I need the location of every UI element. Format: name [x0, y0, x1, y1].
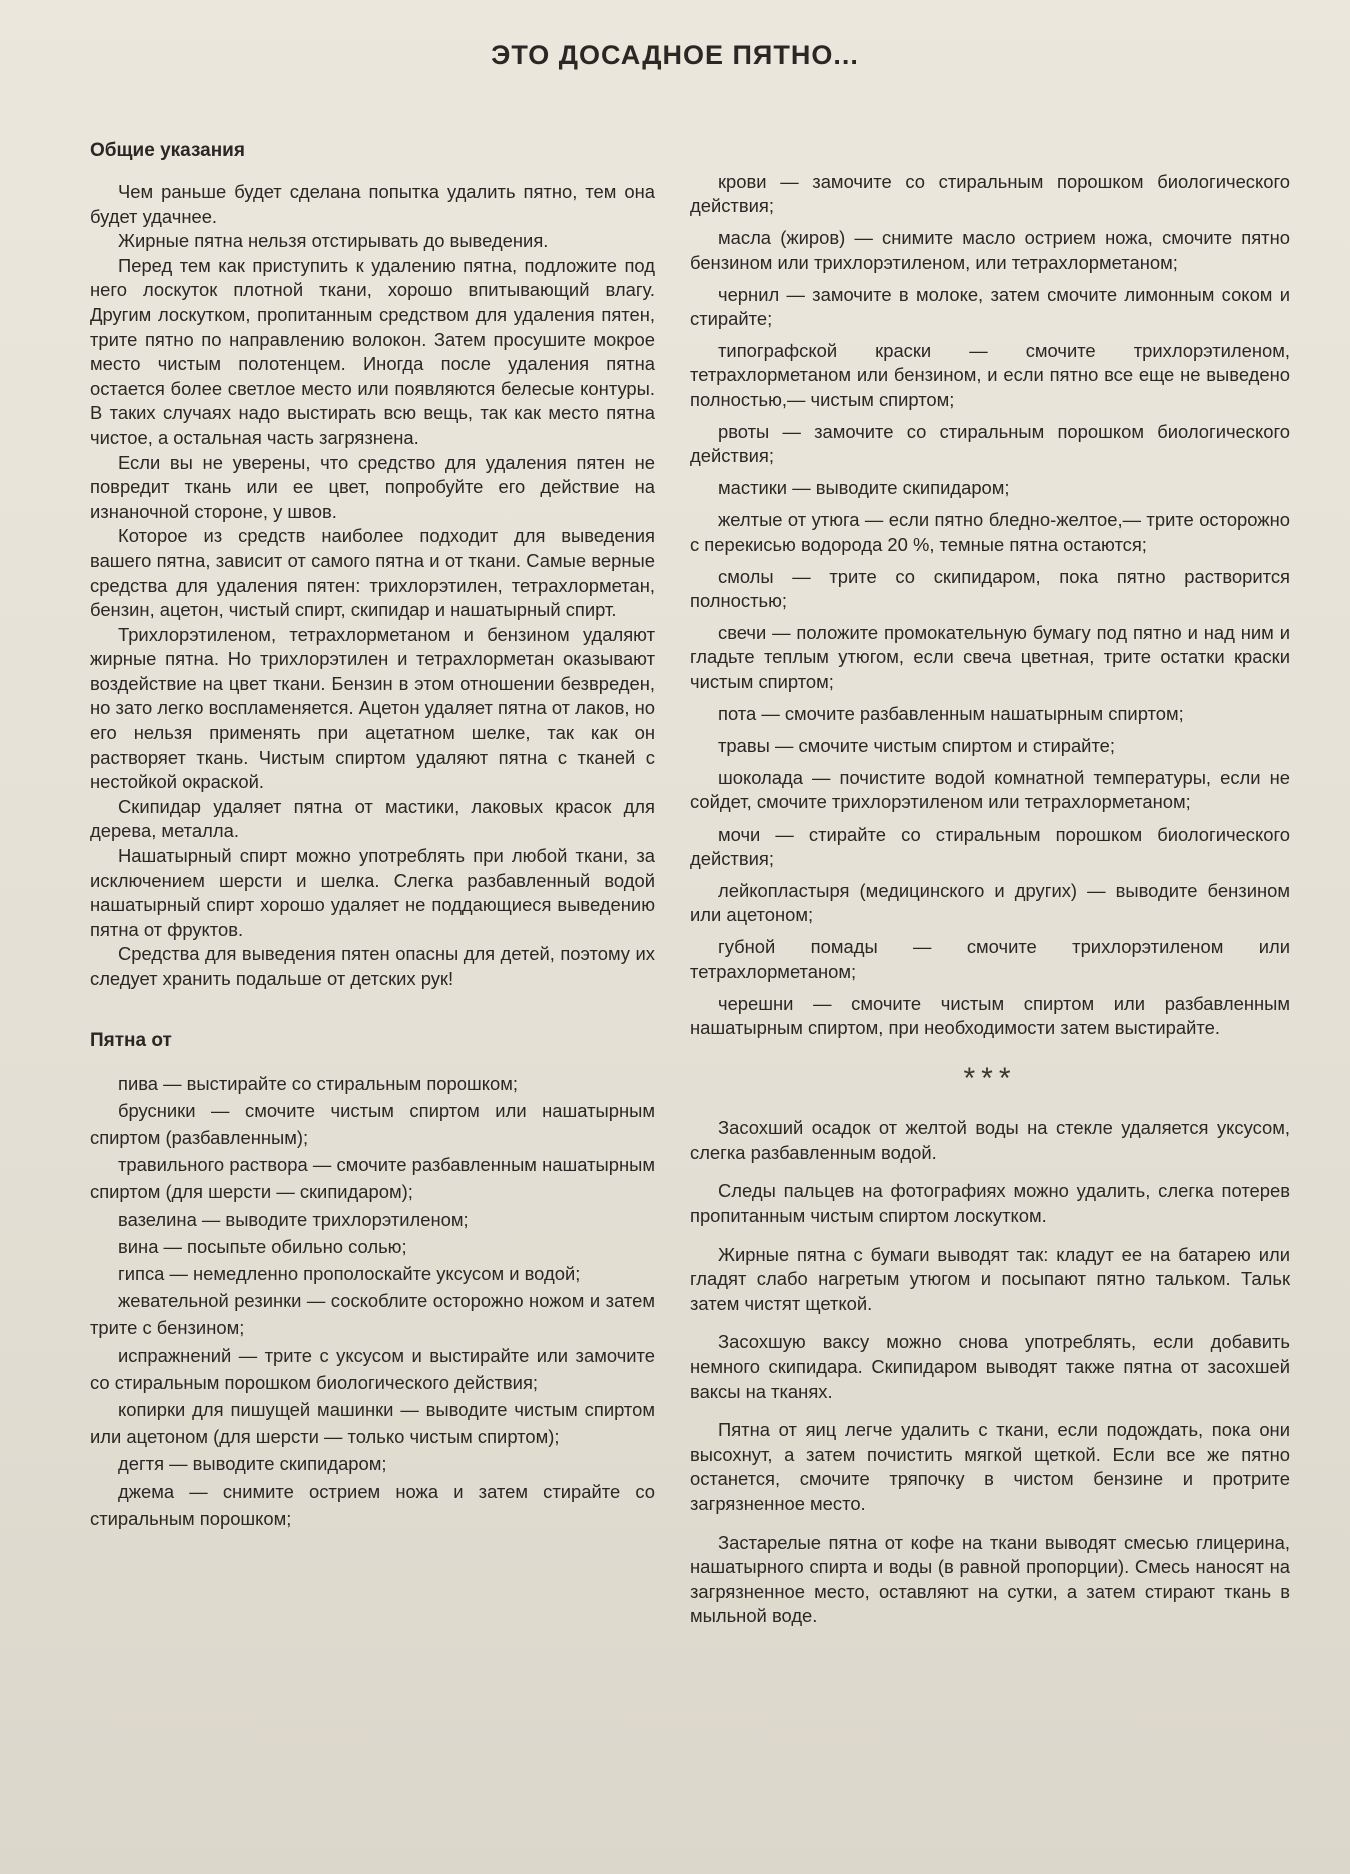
note-paragraph: Пятна от яиц легче удалить с ткани, если подождать, пока они высохнут, а затем почистить мягкой щеткой. Если все же пятно останется, смочите тряпочку в чистом бензине и протрите загрязненное место. — [690, 1419, 1290, 1515]
stain-item: рвоты — замочите со стиральным порошком биологического действия; — [690, 420, 1290, 467]
paragraph: Жирные пятна нельзя отстирывать до выведения. — [118, 230, 549, 252]
page-title: ЭТО ДОСАДНОЕ ПЯТНО... — [491, 40, 859, 70]
note-paragraph: Жирные пятна с бумаги выводят так: кладут ее на батарею или гладят слабо нагретым утюгом и посыпают пятно тальком. Тальк затем чистят щеткой. — [690, 1243, 1290, 1314]
note-paragraph: Засохший осадок от желтой воды на стекле удаляется уксусом, слегка разбавленным водой. — [690, 1117, 1290, 1163]
general-heading: Общие указания — [90, 140, 245, 161]
right-column — [690, 170, 1290, 1643]
paragraph: Чем раньше будет сделана попытка удалить пятно, тем она будет удачнее. — [90, 181, 655, 227]
stain-item: дегтя — выводите скипидаром; — [118, 1453, 387, 1475]
general-section — [90, 180, 655, 992]
stain-item: смолы — трите со скипидаром, пока пятно растворится полностью; — [690, 565, 1290, 612]
stain-item: чернил — замочите в молоке, затем смочите лимонным соком и стирайте; — [690, 283, 1290, 330]
paragraph: Перед тем как приступить к удалению пятна, подложите под него лоскуток плотной ткани, хорошо впитывающий влагу. Другим лоскутком, пропитанным средством для удаления пятен, трите пятно по направлению волокон. Затем просушите мокрое место чистым полотенцем. Иногда после удаления пятна остается более светлое место или появляются белесые контуры. В таких случаях надо выстирать всю вещь, так как место пятна чистое, а остальная часть загрязнена. — [90, 254, 655, 448]
paragraph: Скипидар удаляет пятна от мастики, лаковых красок для дерева, металла. — [90, 795, 655, 842]
stain-item: черешни — смочите чистым спиртом или разбавленным нашатырным спиртом, при необходимости затем выстирайте. — [690, 992, 1290, 1039]
note-paragraph: Следы пальцев на фотографиях можно удалить, слегка потерев пропитанным чистым спиртом лоскутком. — [690, 1180, 1290, 1227]
section-separator: *** — [963, 1062, 1017, 1096]
stain-item: желтые от утюга — если пятно бледно-желтое,— трите осторожно с перекисью водорода 20 %, темные пятна остаются; — [690, 509, 1290, 555]
stain-item: копирки для пишущей машинки — выводите чистым спиртом или ацетоном (для шерсти — только чистым спиртом); — [90, 1399, 655, 1448]
stain-item: пота — смочите разбавленным нашатырным спиртом; — [718, 702, 1184, 724]
stain-item: свечи — положите промокательную бумагу под пятно и над ним и гладьте теплым утюгом, если свеча цветная, трите остатки краски чистым спиртом; — [690, 622, 1290, 692]
stains-section — [90, 1030, 655, 1532]
left-column — [90, 140, 655, 1532]
paragraph: Нашатырный спирт можно употреблять при любой ткани, за исключением шерсти и шелка. Слегка разбавленный водой нашатырный спирт хорошо удаляет не поддающиеся выведению пятна от фруктов. — [90, 845, 655, 940]
stain-item: пива — выстирайте со стиральным порошком; — [118, 1072, 518, 1094]
stain-item: вина — посыпьте обильно солью; — [118, 1235, 407, 1257]
stain-item: лейкопластыря (медицинского и других) — выводите бензином или ацетоном; — [690, 880, 1290, 926]
stain-item: типографской краски — смочите трихлорэтиленом, тетрахлорметаном или бензином, и если пятно все еще не выведено полностью,— чистым спиртом; — [690, 340, 1290, 410]
stain-item: жевательной резинки — соскоблите осторожно ножом и затем трите с бензином; — [90, 1290, 655, 1339]
paragraph: Средства для выведения пятен опасны для детей, поэтому их следует хранить подальше от детских рук! — [90, 943, 655, 989]
note-paragraph: Застарелые пятна от кофе на ткани выводят смесью глицерина, нашатырного спирта и воды (в равной пропорции). Смесь наносят на загрязненное место, оставляют на сутки, а затем стирают ткань в мыльной воде. — [690, 1531, 1290, 1627]
stain-item: шоколада — почистите водой комнатной температуры, если не сойдет, смочите трихлорэтиленом или тетрахлорметаном; — [690, 767, 1290, 813]
stain-item: гипса — немедленно прополоскайте уксусом и водой; — [118, 1263, 581, 1285]
paragraph: Трихлорэтиленом, тетрахлорметаном и бензином удаляют жирные пятна. Но трихлорэтилен и тетрахлорметан оказывают воздействие на цвет ткани. Бензин в этом отношении безвреден, но зато легко воспламеняется. Ацетон удаляет пятна от лаков, но его нельзя применять при ацетатном шелке, так как он растворяет ткань. Чистым спиртом удаляют пятна с тканей с нестойкой окраской. — [90, 623, 655, 793]
stain-item: крови — замочите со стиральным порошком биологического действия; — [690, 171, 1290, 217]
stain-item: мастики — выводите скипидаром; — [718, 477, 1010, 499]
stain-item: вазелина — выводите трихлорэтиленом; — [118, 1208, 469, 1230]
stain-item: брусники — смочите чистым спиртом или нашатырным спиртом (разбавленным); — [90, 1099, 655, 1148]
stain-item: травильного раствора — смочите разбавленным нашатырным спиртом (для шерсти — скипидаром); — [90, 1154, 655, 1203]
paragraph: Если вы не уверены, что средство для удаления пятен не повредит ткань или ее цвет, попробуйте его действие на изнаночной стороне, у швов. — [90, 451, 655, 522]
stain-item: джема — снимите острием ножа и затем стирайте со стиральным порошком; — [90, 1480, 655, 1529]
paragraph: Которое из средств наиболее подходит для выведения вашего пятна, зависит от самого пятна и от ткани. Самые верные средства для удаления пятен: трихлорэтилен, тетрахлорметан, бензин, ацетон, чистый спирт, скипидар и нашатырный спирт. — [90, 525, 655, 621]
stain-item: губной помады — смочите трихлорэтиленом или тетрахлорметаном; — [690, 936, 1290, 982]
stain-item: мочи — стирайте со стиральным порошком биологического действия; — [690, 823, 1290, 869]
note-paragraph: Засохшую ваксу можно снова употреблять, если добавить немного скипидара. Скипидаром выводят также пятна от засохшей ваксы на тканях. — [690, 1331, 1290, 1402]
stain-item: испражнений — трите с уксусом и выстирайте или замочите со стиральным порошком биологического действия; — [90, 1344, 655, 1393]
stain-item: масла (жиров) — снимите масло острием ножа, смочите пятно бензином или трихлорэтиленом, или тетрахлорметаном; — [690, 227, 1290, 273]
stain-item: травы — смочите чистым спиртом и стирайте; — [718, 735, 1115, 757]
stains-heading: Пятна от — [90, 1029, 172, 1051]
